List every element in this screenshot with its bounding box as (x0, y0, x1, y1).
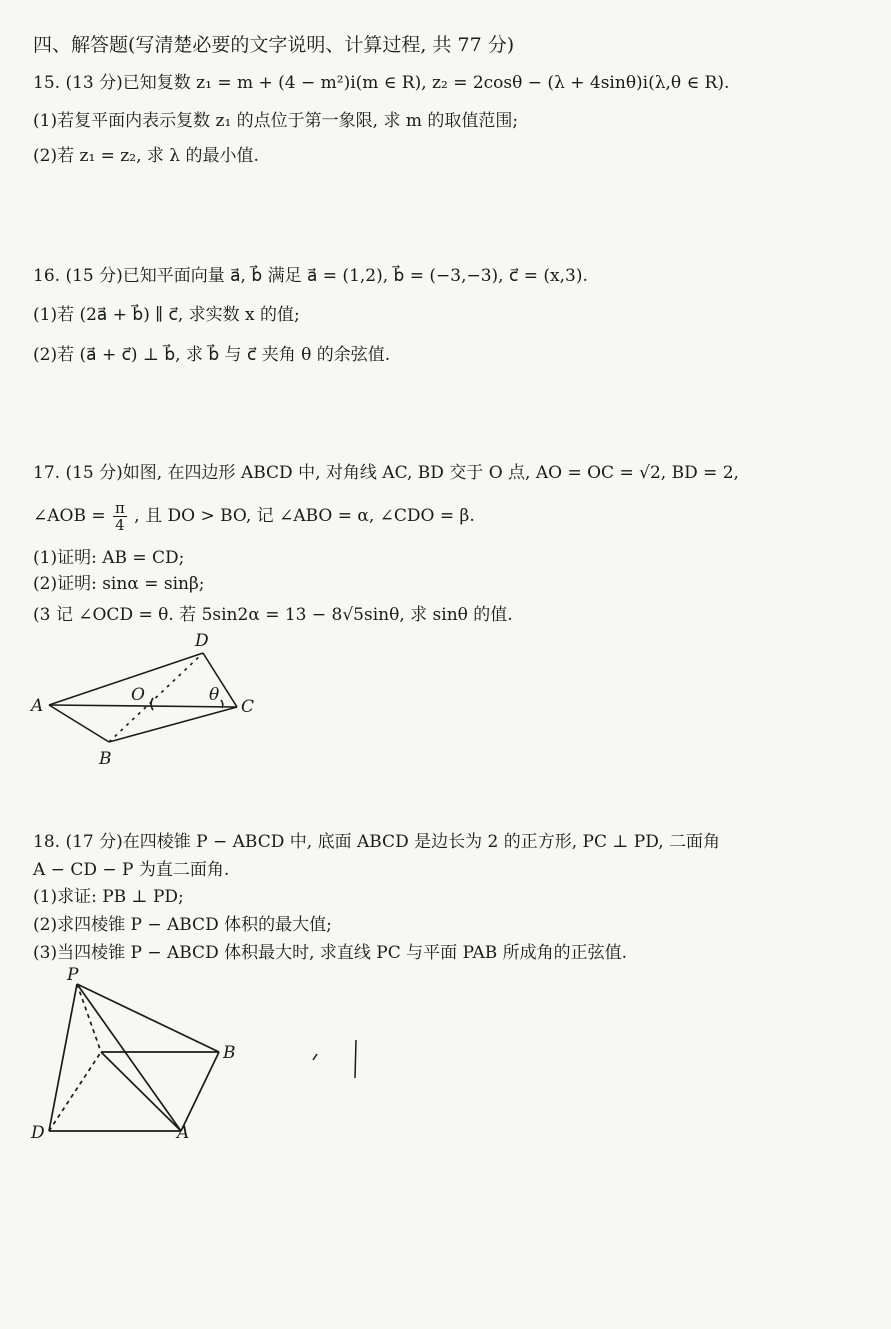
diagonal-ac (49, 705, 237, 707)
q16-stem: 16. (15 分)已知平面向量 a⃗, b⃗ 满足 a⃗ = (1,2), b⃗ = (−3,−3), c⃗ = (x,3). (33, 266, 588, 286)
q18-part3: (3)当四棱锥 P − ABCD 体积最大时, 求直线 PC 与平面 PAB 所成角的正弦值. (33, 943, 628, 963)
q15-part1: (1)若复平面内表示复数 z₁ 的点位于第一象限, 求 m 的取值范围; (33, 111, 519, 131)
edge-ab (49, 705, 109, 742)
pi-over-4-fraction (113, 500, 127, 533)
edge-ca (101, 1052, 181, 1131)
label-b: B (99, 749, 112, 769)
q16-part2: (2)若 (a⃗ + c⃗) ⊥ b⃗, 求 b⃗ 与 c⃗ 夹角 θ 的余弦值. (33, 345, 391, 365)
q15-stem: 15. (13 分)已知复数 z₁ = m + (4 − m²)i(m ∈ R), z₂ = 2cosθ − (λ + 4sinθ)i(λ,θ ∈ R). (33, 73, 730, 93)
q17-part1: (1)证明: AB = CD; (33, 548, 185, 568)
label-o: O (131, 685, 145, 705)
edge-ba (181, 1052, 219, 1131)
fraction-denominator: 4 (115, 516, 125, 534)
edge-ad (49, 653, 203, 705)
q15-part2: (2)若 z₁ = z₂, 求 λ 的最小值. (33, 146, 259, 166)
q18-stem: 18. (17 分)在四棱锥 P − ABCD 中, 底面 ABCD 是边长为 2 的正方形, PC ⊥ PD, 二面角 (33, 832, 721, 852)
q17-stem: 17. (15 分)如图, 在四边形 ABCD 中, 对角线 AC, BD 交于 O 点, AO = OC = √2, BD = 2, (33, 463, 739, 483)
q17-angle-aob: ∠AOB = (33, 506, 106, 526)
q17-condition: , 且 DO > BO, 记 ∠ABO = α, ∠CDO = β. (134, 506, 475, 526)
fraction-numerator: π (115, 499, 125, 517)
edge-pb (77, 984, 219, 1052)
label-a: A (177, 1123, 190, 1143)
pyramid-figure (25, 960, 385, 1150)
q17-stem-line2 (33, 500, 475, 533)
label-b: B (223, 1043, 236, 1063)
q17-part3: (3 记 ∠OCD = θ. 若 5sin2α = 13 − 8√5sinθ, 求 sinθ 的值. (33, 605, 513, 625)
q16-part1: (1)若 (2a⃗ + b⃗) ∥ c⃗, 求实数 x 的值; (33, 305, 300, 325)
label-p: P (67, 965, 79, 985)
label-theta: θ (209, 685, 220, 705)
stray-mark (355, 1040, 356, 1078)
angle-arc-aob (151, 698, 153, 710)
quadrilateral-figure (25, 620, 275, 770)
label-a: A (31, 696, 44, 716)
stray-mark (313, 1054, 317, 1060)
q17-part2: (2)证明: sinα = sinβ; (33, 574, 205, 594)
label-d: D (195, 631, 209, 651)
label-c: C (241, 697, 255, 717)
q18-part1: (1)求证: PB ⊥ PD; (33, 887, 184, 907)
q18-stem-line2: A − CD − P 为直二面角. (33, 860, 230, 880)
edge-pa (77, 984, 181, 1131)
label-d: D (31, 1123, 45, 1143)
q18-part2: (2)求四棱锥 P − ABCD 体积的最大值; (33, 915, 332, 935)
section-heading: 四、解答题(写清楚必要的文字说明、计算过程, 共 77 分) (33, 34, 515, 56)
